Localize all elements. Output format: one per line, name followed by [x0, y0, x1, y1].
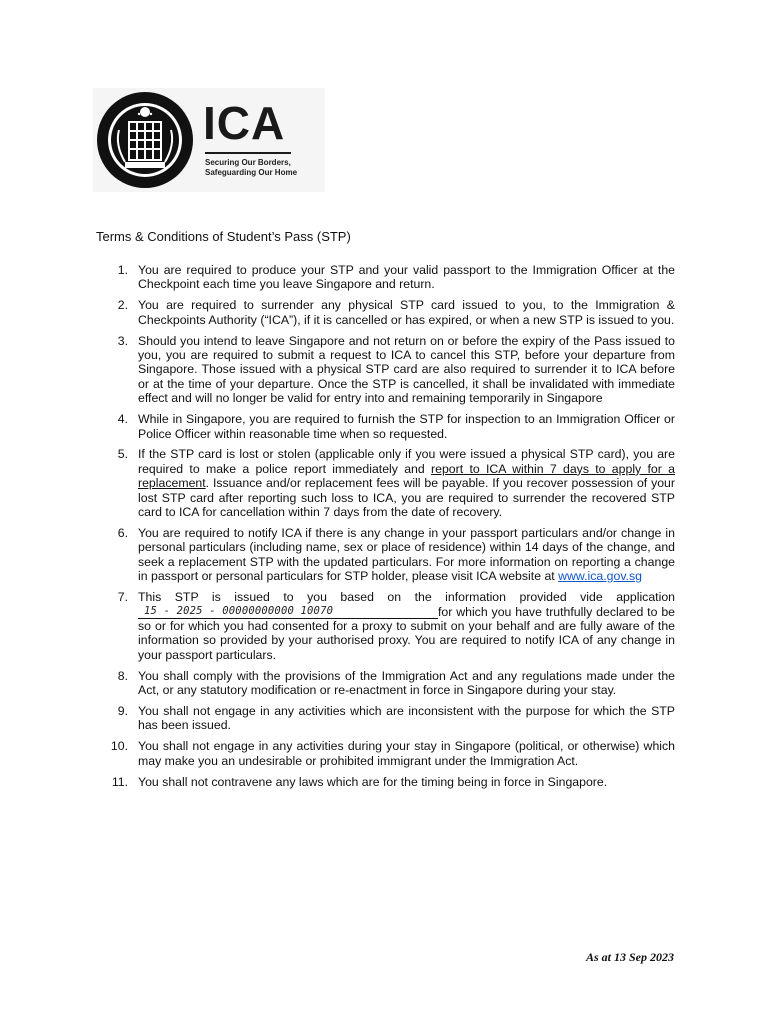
term-item	[96, 590, 675, 662]
ica-wordmark: ICA	[203, 97, 286, 149]
page-title: Terms & Conditions of Student’s Pass (STP)	[96, 229, 351, 244]
term-text: While in Singapore, you are required to furnish the STP for inspection to an Immigration Officer or Police Officer within reasonable time when so requested.	[138, 412, 675, 441]
term-text: You shall not contravene any laws which are for the timing being in force in Singapore.	[138, 774, 608, 789]
term-text: You shall not engage in any activities during your stay in Singapore (political, or otherwise) which may make you an undesirable or prohibited immigrant under the Immigration Act.	[138, 739, 675, 768]
term-item	[96, 334, 675, 406]
term-item	[96, 739, 675, 768]
term-text: You shall comply with the provisions of the Immigration Act and any regulations made under the Act, or any statutory modification or re-enactment in force in Singapore during your stay.	[138, 668, 675, 698]
term-item	[96, 447, 675, 519]
term-text-underlined: report to ICA within 7 days to apply for a replacement	[138, 461, 675, 491]
term-number: 9.	[117, 703, 128, 718]
term-number: 11.	[111, 774, 128, 789]
term-text: You are required to produce your STP and your valid passport to the Immigration Officer at the Checkpoint each time you leave Singapore and return.	[138, 263, 675, 292]
term-text-pre: This STP is issued to you based on the information provided vide application	[138, 590, 675, 605]
term-number: 6.	[117, 526, 128, 540]
application-number-field	[138, 605, 438, 619]
term-text: You are required to notify ICA if there is any change in your passport particulars and/or change in personal particulars (including name, sex or place of residence) within 14 days of the change, and seek a replacement STP with the updated particulars. For more information on reporting a change in passport or personal particulars for STP holder, please visit ICA website at	[138, 526, 675, 584]
term-text: Should you intend to leave Singapore and not return on or before the expiry of the Pass issued to you, you are required to submit a request to ICA to cancel this STP, before your departure from Singapore. Those issued with a physical STP card are also required to surrender it to ICA before or at the time of your departure. Once the STP is cancelled, it shall be invalidated with immediate effect and will no longer be valid for entry into and remaining temporarily in Singapore	[138, 333, 675, 406]
term-item	[96, 298, 675, 327]
ica-logo	[93, 88, 325, 192]
application-number-handwritten: 15 - 2025 - 00000000000 10070	[144, 604, 334, 617]
term-number: 7.	[117, 590, 128, 605]
term-number: 1.	[117, 263, 128, 277]
term-number: 3.	[117, 333, 128, 348]
ica-seal-icon	[95, 90, 195, 190]
logo-tagline	[205, 158, 320, 178]
term-text: You shall not engage in any activities which are inconsistent with the purpose for which the STP has been issued.	[138, 703, 675, 733]
term-item	[96, 412, 675, 441]
term-item	[96, 775, 675, 789]
term-item	[96, 704, 675, 733]
term-text: You are required to surrender any physical STP card issued to you, to the Immigration & Checkpoints Authority (“ICA”), if it is cancelled or has expired, or when a new STP is issued to you.	[138, 298, 675, 327]
term-number: 2.	[117, 298, 128, 313]
term-number: 8.	[117, 668, 128, 683]
term-text-post: . Issuance and/or replacement fees will be payable. If you recover possession of your lost STP card after reporting such loss to ICA, you are required to surrender the recovered STP card to ICA for cancellation within 7 days from the date of recovery.	[138, 476, 675, 520]
term-text-pre: If the STP card is lost or stolen (applicable only if you were issued a physical STP card), you are required to make a police report immediately and	[138, 447, 675, 476]
term-item	[96, 669, 675, 698]
revision-date: As at 13 Sep 2023	[585, 950, 674, 964]
term-item	[96, 526, 675, 584]
ica-website-link[interactable]: www.ica.gov.sg	[558, 569, 642, 584]
term-item	[96, 263, 675, 292]
tagline-line-1: Securing Our Borders,	[205, 158, 291, 167]
term-number: 5.	[117, 447, 128, 462]
terms-list	[96, 263, 675, 796]
term-number: 10.	[110, 739, 128, 754]
term-text-post: for which you have truthfully declared to be so or for which you had consented for a proxy to submit on your behalf and are fully aware of the information so provided by your authorised proxy. You are required to notify ICA of any change in your passport particulars.	[138, 604, 675, 662]
logo-divider	[205, 152, 291, 154]
tagline-line-2: Safeguarding Our Home	[205, 168, 298, 177]
term-number: 4.	[117, 412, 128, 427]
